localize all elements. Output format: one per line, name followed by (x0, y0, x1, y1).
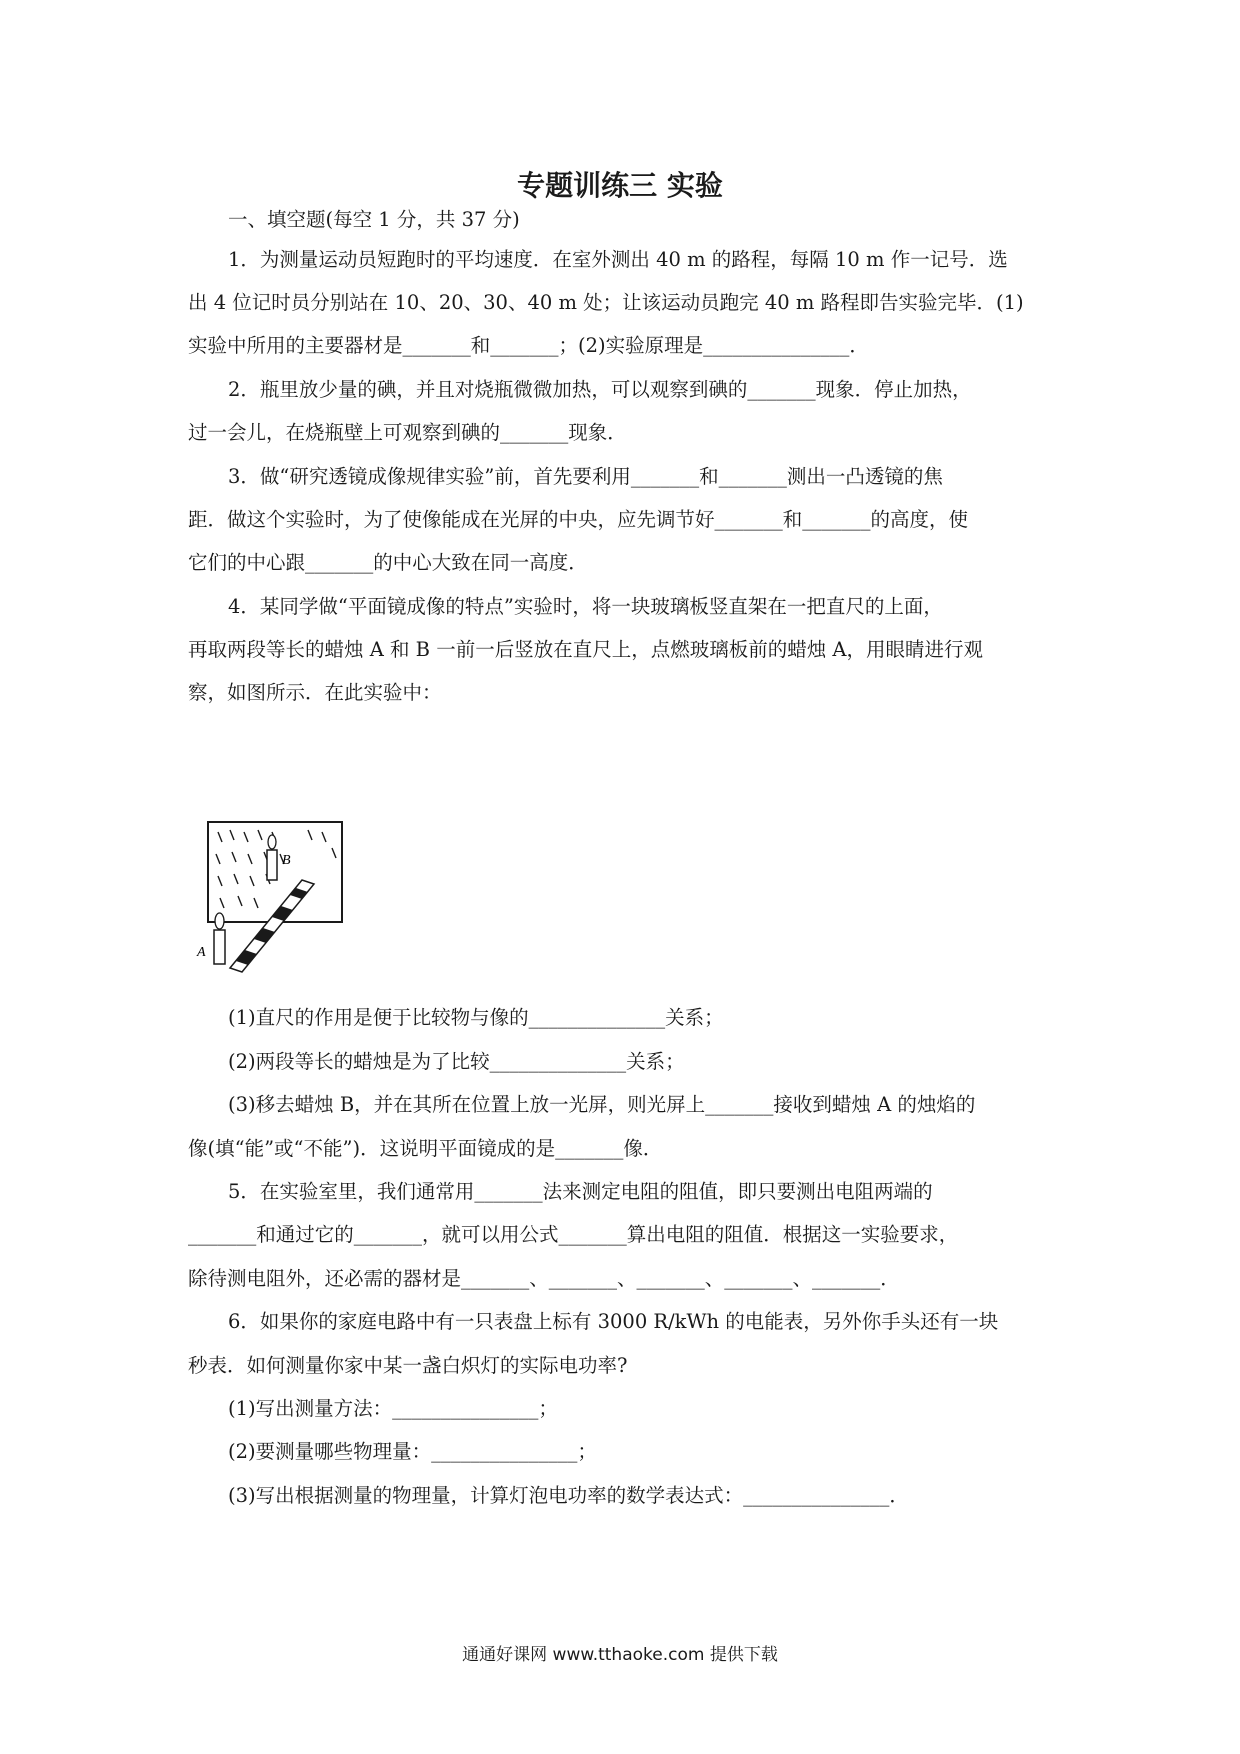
q2-line-2: 过一会儿，在烧瓶壁上可观察到碘的_______现象． (188, 421, 627, 444)
q4-line-2: 再取两段等长的蜡烛 A 和 B 一前一后竖放在直尺上，点燃玻璃板前的蜡烛 A，用眼睛进行观 (188, 638, 983, 661)
page-footer: 通通好课网 www.tthaoke.com 提供下载 (462, 1645, 778, 1665)
candle-b (267, 835, 277, 880)
candle-b-label: B (282, 853, 291, 868)
q6-line-1: 6．如果你的家庭电路中有一只表盘上标有 3000 R/kWh 的电能表，另外你手头还有一块 (228, 1310, 999, 1333)
q5-line-1: 5．在实验室里，我们通常用_______法来测定电阻的阻值，即只要测出电阻两端的 (228, 1180, 933, 1203)
q4-sub-3-line-1: (3)移去蜡烛 B，并在其所在位置上放一光屏，则光屏上_______接收到蜡烛 A 的烛焰的 (228, 1093, 976, 1116)
candle-a (214, 913, 225, 964)
q6-line-2: 秒表．如何测量你家中某一盏白炽灯的实际电功率? (188, 1354, 628, 1377)
q4-sub-1: (1)直尺的作用是便于比较物与像的______________关系； (228, 1006, 724, 1029)
q1-line-2: 出 4 位记时员分别站在 10、20、30、40 m 处；让该运动员跑完 40 m 路程即告实验完毕．(1) (188, 291, 1024, 314)
q6-sub-2: (2)要测量哪些物理量：_______________； (228, 1440, 597, 1463)
q2-line-1: 2．瓶里放少量的碘，并且对烧瓶微微加热，可以观察到碘的_______现象．停止加热， (228, 378, 972, 401)
q1-line-3: 实验中所用的主要器材是_______和_______；(2)实验原理是_______________． (188, 334, 869, 357)
q6-sub-3: (3)写出根据测量的物理量，计算灯泡电功率的数学表达式：_______________． (228, 1484, 909, 1507)
q3-line-2: 距．做这个实验时，为了使像能成在光屏的中央，应先调节好_______和_______的高度，使 (188, 508, 969, 531)
q5-line-2: _______和通过它的_______，就可以用公式_______算出电阻的阻值．根据这一实验要求， (188, 1223, 959, 1246)
page-title: 专题训练三 实验 (517, 169, 723, 202)
q4-line-3: 察，如图所示．在此实验中： (188, 681, 442, 704)
q3-line-1: 3．做“研究透镜成像规律实验”前，首先要利用_______和_______测出一凸透镜的焦 (228, 465, 943, 488)
q6-sub-1: (1)写出测量方法：_______________； (228, 1397, 558, 1420)
q4-line-1: 4．某同学做“平面镜成像的特点”实验时，将一块玻璃板竖直架在一把直尺的上面， (228, 595, 943, 618)
candle-a-label: A (197, 945, 206, 960)
q1-line-1: 1．为测量运动员短跑时的平均速度．在室外测出 40 m 的路程，每隔 10 m 作一记号．选 (228, 248, 1008, 271)
ruler (230, 880, 314, 972)
q3-line-3: 它们的中心跟_______的中心大致在同一高度． (188, 551, 588, 574)
q5-line-3: 除待测电阻外，还必需的器材是_______、_______、_______、_______、_______． (188, 1267, 900, 1290)
mirror-experiment-figure (196, 818, 346, 978)
section-heading: 一、填空题(每空 1 分，共 37 分) (228, 208, 520, 231)
q4-sub-2: (2)两段等长的蜡烛是为了比较______________关系； (228, 1050, 685, 1073)
q4-sub-3-line-2: 像(填“能”或“不能”)．这说明平面镜成的是_______像． (188, 1137, 663, 1160)
